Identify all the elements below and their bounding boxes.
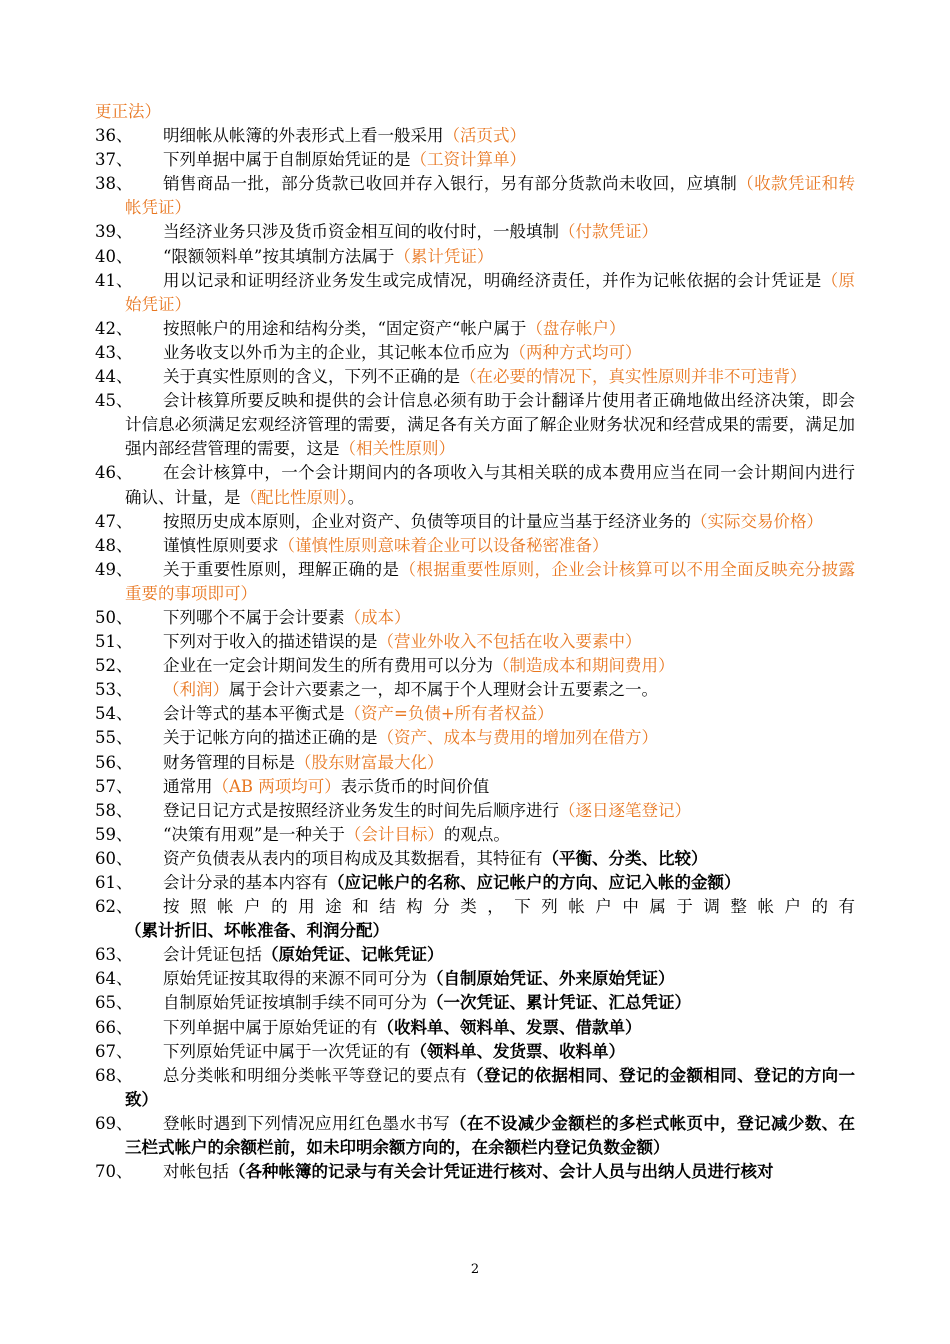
answer-text: （制造成本和期间费用） <box>493 656 675 676</box>
question-number: 43、 <box>95 342 133 362</box>
question-item <box>95 148 855 172</box>
question-body <box>125 126 526 145</box>
question-number: 45、 <box>95 391 133 411</box>
question-number: 60、 <box>95 848 133 868</box>
question-item <box>95 317 855 341</box>
answer-text: （工资计算单） <box>410 150 526 170</box>
question-body <box>125 343 642 362</box>
answer-text: （自制原始凭证、外来原始凭证） <box>427 969 675 989</box>
question-text: 销售商品一批，部分货款已收回并存入银行，另有部分货款尚未收回，应填制 <box>163 174 738 194</box>
question-item <box>95 775 855 799</box>
question-item <box>95 1112 855 1160</box>
question-number: 36、 <box>95 126 133 146</box>
question-item <box>95 124 855 148</box>
question-item <box>95 341 855 365</box>
question-text: 下列原始凭证中属于一次凭证的有 <box>163 1041 411 1061</box>
question-number: 61、 <box>95 873 133 892</box>
question-number: 53、 <box>95 680 133 700</box>
question-number: 37、 <box>95 150 133 170</box>
answer-text: （谨慎性原则意味着企业可以设备秘密准备） <box>278 535 609 555</box>
answer-text: （活页式） <box>443 126 526 146</box>
question-body <box>125 271 855 314</box>
answer-text: （相关性原则） <box>339 439 455 459</box>
question-body <box>125 777 489 796</box>
question-item <box>95 558 855 606</box>
question-tail: 。 <box>347 487 365 507</box>
question-item <box>95 895 855 943</box>
question-number: 52、 <box>95 656 133 676</box>
question-body <box>125 560 855 603</box>
question-item <box>95 823 855 847</box>
question-item <box>95 365 855 389</box>
question-item <box>95 678 855 702</box>
question-body <box>125 969 675 988</box>
question-body <box>125 945 444 964</box>
answer-text: （根据重要性原则，企业会计核算可以不用全面反映充分披露重要的事项即可） <box>125 559 856 603</box>
question-body <box>125 367 807 386</box>
question-tail: 属于会计六要素之一，却不属于个人理财会计五要素之一。 <box>229 680 658 700</box>
question-item <box>95 630 855 654</box>
question-number: 38、 <box>95 174 133 194</box>
answer-text: （股东财富最大化） <box>295 752 444 772</box>
question-number: 55、 <box>95 728 133 748</box>
answer-text: （登记的依据相同、登记的金额相同、登记的方向一致） <box>125 1065 856 1109</box>
question-text: 会计凭证包括 <box>163 945 262 965</box>
question-number: 65、 <box>95 993 133 1013</box>
answer-text: （利润） <box>163 680 229 700</box>
question-body <box>125 391 855 458</box>
question-tail: 表示货币的时间价值 <box>340 776 490 796</box>
question-body <box>125 1162 774 1181</box>
question-item <box>95 751 855 775</box>
question-number: 40、 <box>95 246 133 266</box>
question-body <box>125 801 691 820</box>
answer-text: （收料单、领料单、发票、借款单） <box>377 1017 642 1037</box>
question-number: 57、 <box>95 776 133 796</box>
question-text: 谨慎性原则要求 <box>163 535 279 555</box>
question-body <box>125 174 855 217</box>
answer-text: （营业外收入不包括在收入要素中） <box>377 632 642 652</box>
question-number: 44、 <box>95 367 133 387</box>
question-text: 会计核算所要反映和提供的会计信息必须有助于会计翻译片使用者正确地做出经济决策，即会计信息必须满足宏观经济管理的需要，满足各有关方面了解企业财务状况和经营成果的需要，满足加强内部经营管理的需要，这是 <box>125 391 855 459</box>
answer-text: （累计凭证） <box>394 246 494 266</box>
question-item <box>95 1040 855 1064</box>
question-text: 下列哪个不属于会计要素 <box>163 607 345 627</box>
question-text: 原始凭证按其取得的来源不同可分为 <box>163 969 427 989</box>
question-number: 70、 <box>95 1162 133 1182</box>
answer-text: （领料单、发货票、收料单） <box>410 1041 625 1061</box>
question-number: 47、 <box>95 511 133 531</box>
question-item <box>95 389 855 461</box>
page-number: 2 <box>470 1262 480 1277</box>
question-body <box>125 897 855 940</box>
answer-text: （在不设减少金额栏的多栏式帐页中，登记减少数、在三栏式帐户的余额栏前，如未印明余额方向的，在余额栏内登记负数金额） <box>125 1113 856 1158</box>
question-number: 67、 <box>95 1041 133 1061</box>
answer-text: （原始凭证、记帐凭证） <box>262 945 444 965</box>
question-item <box>95 510 855 534</box>
question-item <box>95 245 855 269</box>
question-body <box>125 1018 642 1037</box>
answer-text: （各种帐簿的记录与有关会计凭证进行核对、会计人员与出纳人员进行核对 <box>229 1162 774 1182</box>
question-text: 用以记录和证明经济业务发生或完成情况，明确经济责任，并作为记帐依据的会计凭证是 <box>163 270 822 290</box>
question-item <box>95 220 855 244</box>
answer-text: （实际交易价格） <box>691 511 823 531</box>
question-text: 自制原始凭证按填制手续不同可分为 <box>163 993 427 1013</box>
question-number: 59、 <box>95 824 133 844</box>
question-body <box>125 247 493 266</box>
question-body <box>125 849 708 868</box>
question-text: 按照历史成本原则，企业对资产、负债等项目的计量应当基于经济业务的 <box>163 511 691 531</box>
question-list <box>95 100 855 1184</box>
question-item <box>95 172 855 220</box>
question-item <box>95 847 855 871</box>
answer-text: （配比性原则） <box>240 487 348 507</box>
question-text: 业务收支以外币为主的企业，其记帐本位币应为 <box>163 342 510 362</box>
question-text: 财务管理的目标是 <box>163 752 295 772</box>
answer-fragment: 更正法） <box>95 102 161 121</box>
question-text: 关于真实性原则的含义，下列不正确的是 <box>163 367 460 387</box>
question-number: 69、 <box>95 1113 133 1133</box>
answer-text: （平衡、分类、比较） <box>542 848 708 868</box>
question-item <box>95 871 855 895</box>
question-text: 下列单据中属于原始凭证的有 <box>163 1017 378 1037</box>
question-tail: 的观点。 <box>443 824 510 844</box>
question-item <box>95 799 855 823</box>
question-text: 关于记帐方向的描述正确的是 <box>163 728 378 748</box>
question-body <box>125 608 411 627</box>
question-number: 42、 <box>95 318 133 338</box>
question-body <box>125 873 741 892</box>
question-number: 39、 <box>95 222 133 242</box>
question-item <box>95 702 855 726</box>
continued-answer <box>95 100 855 124</box>
answer-text: （收款凭证和转帐凭证） <box>125 174 856 218</box>
question-number: 68、 <box>95 1065 133 1085</box>
answer-text: （AB 两项均可） <box>212 776 341 796</box>
answer-text: （资产=负债+所有者权益） <box>344 704 554 724</box>
answer-text: （在必要的情况下，真实性原则并非不可违背） <box>460 367 807 387</box>
question-item <box>95 991 855 1015</box>
question-body <box>125 632 642 651</box>
question-number: 62、 <box>95 897 133 917</box>
question-body <box>125 656 675 675</box>
question-body <box>125 536 609 555</box>
question-item <box>95 534 855 558</box>
question-body <box>125 1042 625 1061</box>
question-text: 通常用 <box>163 776 213 796</box>
question-item <box>95 726 855 750</box>
question-body <box>125 753 444 772</box>
question-item <box>95 1064 855 1112</box>
answer-text: （成本） <box>344 607 411 627</box>
question-text: 在会计核算中，一个会计期间内的各项收入与其相关联的成本费用应当在同一会计期间内进行确认、计量，是 <box>125 463 855 507</box>
question-number: 66、 <box>95 1017 133 1037</box>
question-text: “决策有用观”是一种关于 <box>163 824 345 844</box>
question-number: 49、 <box>95 559 133 579</box>
question-number: 48、 <box>95 535 133 555</box>
answer-text: （一次凭证、累计凭证、汇总凭证） <box>427 993 691 1013</box>
question-text: 资产负债表从表内的项目构成及其数据看，其特征有 <box>163 848 543 868</box>
question-text: 企业在一定会计期间发生的所有费用可以分为 <box>163 656 493 676</box>
question-text: “限额领料单”按其填制方法属于 <box>163 246 395 266</box>
question-text: 总分类帐和明细分类帐平等登记的要点有 <box>163 1065 467 1085</box>
answer-text: （逐日逐笔登记） <box>559 800 691 820</box>
question-body <box>125 1066 855 1109</box>
answer-text: （累计折旧、坏帐准备、利润分配） <box>125 921 389 941</box>
question-body <box>125 512 823 531</box>
question-text: 登记日记方式是按照经济业务发生的时间先后顺序进行 <box>163 800 559 820</box>
question-body <box>125 704 554 723</box>
question-number: 46、 <box>95 463 133 483</box>
question-item <box>95 967 855 991</box>
question-text: 会计等式的基本平衡式是 <box>163 704 345 724</box>
question-text: 会计分录的基本内容有 <box>163 873 328 892</box>
question-body <box>125 319 625 338</box>
question-number: 41、 <box>95 270 133 290</box>
question-text: 对帐包括 <box>163 1162 229 1182</box>
question-text: 下列单据中属于自制原始凭证的是 <box>163 150 411 170</box>
question-body <box>125 728 658 747</box>
question-text: 当经济业务只涉及货币资金相互间的收付时，一般填制 <box>163 222 559 242</box>
question-text: 关于重要性原则，理解正确的是 <box>163 559 400 579</box>
question-item <box>95 1160 855 1184</box>
answer-text: （资产、成本与费用的增加列在借方） <box>377 728 658 748</box>
question-number: 51、 <box>95 632 133 652</box>
question-body <box>125 825 510 844</box>
question-body <box>125 993 691 1012</box>
question-text: 下列对于收入的描述错误的是 <box>163 632 378 652</box>
question-number: 64、 <box>95 969 133 989</box>
question-text: 按照帐户的用途和结构分类，“固定资产“帐户属于 <box>163 318 527 338</box>
question-body <box>125 680 658 699</box>
question-text: 明细帐从帐簿的外表形式上看一般采用 <box>163 126 444 146</box>
question-text: 登帐时遇到下列情况应用红色墨水书写 <box>163 1113 451 1133</box>
answer-text: （付款凭证） <box>559 222 658 242</box>
question-text: 按照帐户的用途和结构分类，下列帐户中属于调整帐户的有 <box>163 897 855 917</box>
answer-text: （两种方式均可） <box>509 342 642 362</box>
answer-text: （盘存帐户） <box>526 318 626 338</box>
question-number: 63、 <box>95 945 133 965</box>
question-item <box>95 1016 855 1040</box>
question-item <box>95 461 855 509</box>
question-body <box>125 1114 855 1157</box>
question-number: 54、 <box>95 704 133 724</box>
answer-text: （应记帐户的名称、应记帐户的方向、应记入帐的金额） <box>328 873 741 892</box>
question-item <box>95 269 855 317</box>
question-body <box>125 222 658 241</box>
question-item <box>95 654 855 678</box>
question-body <box>125 463 855 506</box>
question-number: 56、 <box>95 752 133 772</box>
answer-text: （原始凭证） <box>125 270 856 314</box>
question-body <box>125 150 526 169</box>
question-number: 50、 <box>95 607 133 627</box>
question-item <box>95 606 855 630</box>
question-item <box>95 943 855 967</box>
question-number: 58、 <box>95 800 133 820</box>
answer-text: （会计目标） <box>344 824 444 844</box>
